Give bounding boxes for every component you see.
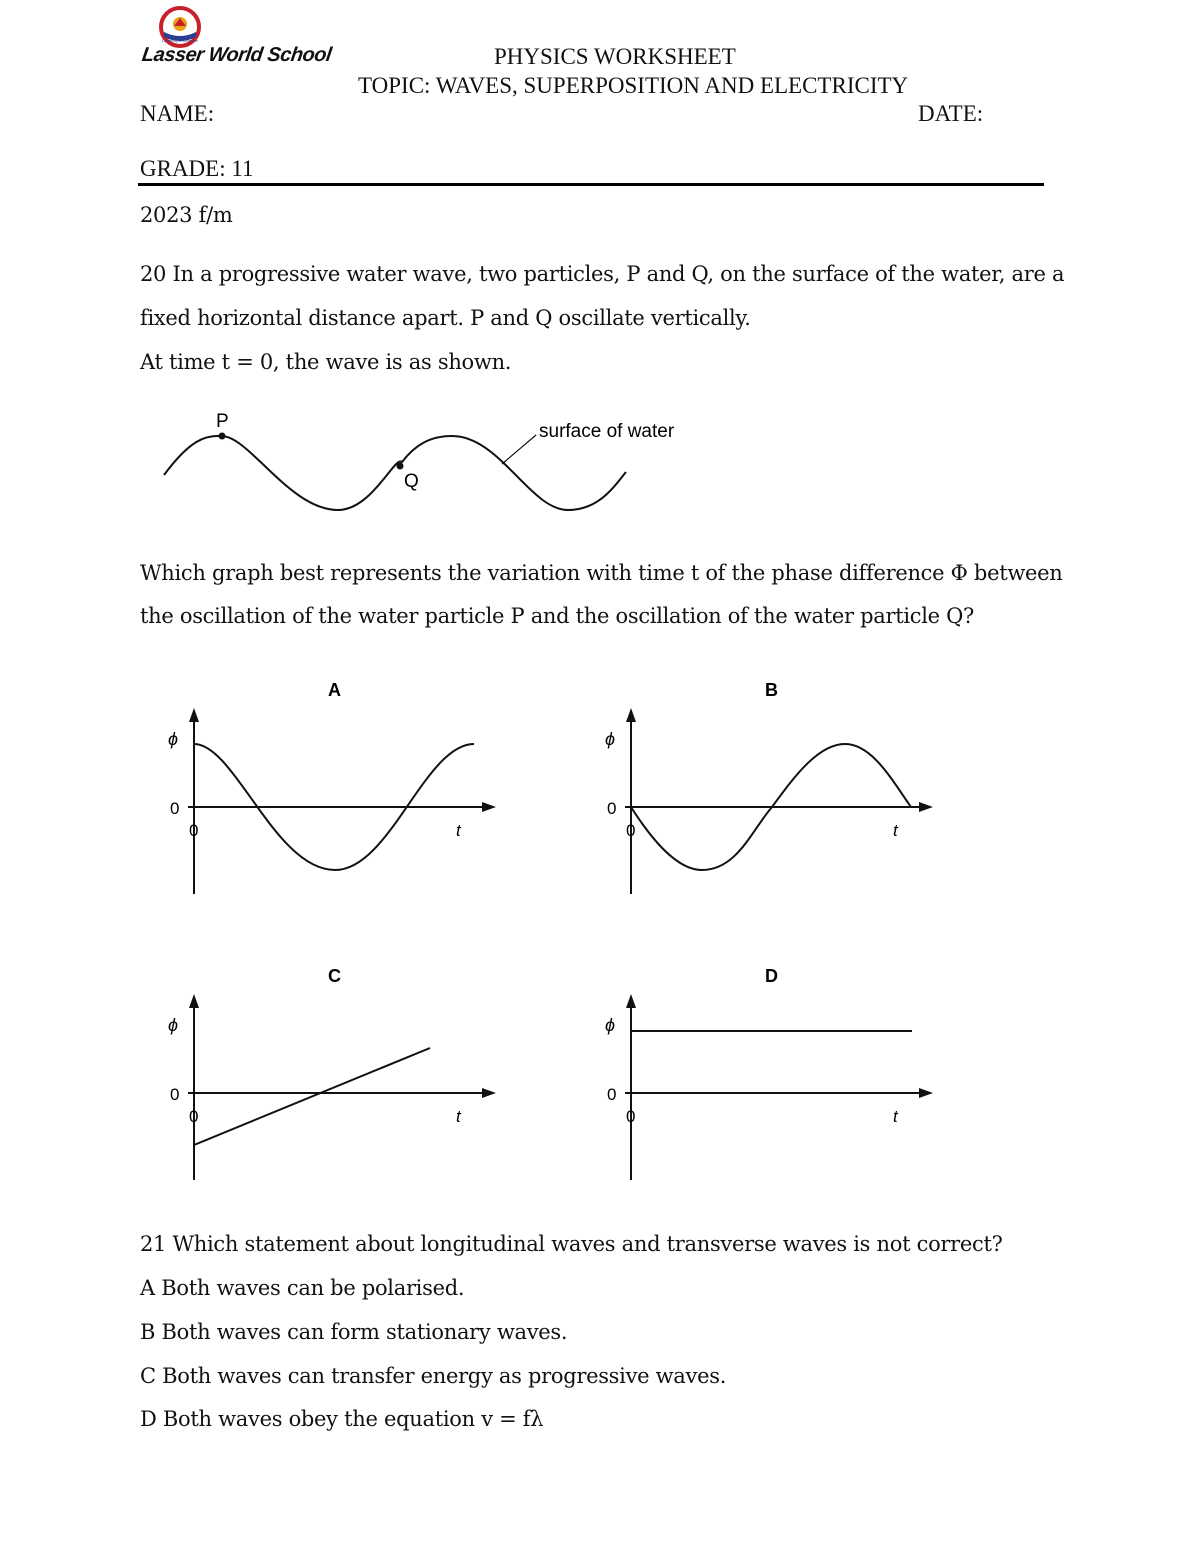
worksheet-title: PHYSICS WORKSHEET <box>494 44 736 69</box>
graph-b <box>597 670 957 900</box>
label-p: P <box>216 411 229 432</box>
graph-c-zero-x: 0 <box>189 1107 199 1126</box>
graph-d-zero-x: 0 <box>626 1107 636 1126</box>
graph-a-label: A <box>328 680 341 700</box>
grade-label: GRADE: 11 <box>140 156 254 181</box>
q20-question-line-2: the oscillation of the water particle P and the oscillation of the water particle Q? <box>140 604 975 628</box>
date-label: DATE: <box>918 101 984 126</box>
graph-c <box>160 956 520 1186</box>
q21-option-b: B Both waves can form stationary waves. <box>140 1320 568 1344</box>
q20-text-line-1: 20 In a progressive water wave, two particles, P and Q, on the surface of the water, are a <box>140 262 1065 286</box>
graph-a-zero-y: 0 <box>170 799 180 818</box>
graph-a <box>160 670 520 900</box>
header-divider <box>138 183 1044 186</box>
graph-c-label: C <box>328 966 341 986</box>
graph-d-label: D <box>765 966 778 986</box>
label-surface-of-water: surface of water <box>539 421 675 442</box>
graph-c-zero-y: 0 <box>170 1085 180 1104</box>
logo-tagline: Learning Excellence <box>162 38 198 43</box>
q20-text-line-3: At time t = 0, the wave is as shown. <box>140 350 512 374</box>
graph-c-phi-label: ϕ <box>168 1015 179 1035</box>
school-name: Lasser World School <box>140 44 333 66</box>
source-code: 2023 f/m <box>140 203 233 227</box>
graph-a-zero-x: 0 <box>189 821 199 840</box>
q21-option-a: A Both waves can be polarised. <box>140 1276 465 1300</box>
q20-text-line-2: fixed horizontal distance apart. P and Q oscillate vertically. <box>140 306 751 330</box>
water-wave-diagram <box>150 400 710 530</box>
q21-option-c: C Both waves can transfer energy as progressive waves. <box>140 1364 727 1388</box>
graph-c-t-label: t <box>456 1107 461 1126</box>
graph-b-phi-label: ϕ <box>605 729 616 749</box>
graph-b-zero-x: 0 <box>626 821 636 840</box>
graph-d <box>597 956 957 1186</box>
water-wave-curve <box>164 436 626 510</box>
graph-d-phi-label: ϕ <box>605 1015 616 1035</box>
surface-leader-line <box>502 435 536 464</box>
name-label: NAME: <box>140 101 215 126</box>
graph-d-y-arrow <box>626 994 636 1008</box>
graph-b-x-arrow <box>919 802 933 812</box>
q20-question-line-1: Which graph best represents the variation with time t of the phase difference Φ between <box>140 561 1063 585</box>
worksheet-topic: TOPIC: WAVES, SUPERPOSITION AND ELECTRICITY <box>358 73 909 98</box>
graph-d-t-label: t <box>893 1107 898 1126</box>
graph-c-x-arrow <box>482 1088 496 1098</box>
graph-d-x-arrow <box>919 1088 933 1098</box>
graph-c-y-arrow <box>189 994 199 1008</box>
particle-p-dot <box>219 433 226 440</box>
graph-b-zero-y: 0 <box>607 799 617 818</box>
q21-question: 21 Which statement about longitudinal waves and transverse waves is not correct? <box>140 1232 1003 1256</box>
graph-c-line <box>194 1048 430 1145</box>
graph-a-y-arrow <box>189 708 199 722</box>
graph-a-t-label: t <box>456 821 461 840</box>
school-logo <box>158 6 202 48</box>
graph-d-zero-y: 0 <box>607 1085 617 1104</box>
label-q: Q <box>404 471 419 492</box>
graph-a-phi-label: ϕ <box>168 729 179 749</box>
graph-b-t-label: t <box>893 821 898 840</box>
particle-q-dot <box>397 463 404 470</box>
q21-option-d: D Both waves obey the equation v = fλ <box>140 1407 544 1431</box>
graph-b-label: B <box>765 680 778 700</box>
graph-b-y-arrow <box>626 708 636 722</box>
graph-a-x-arrow <box>482 802 496 812</box>
